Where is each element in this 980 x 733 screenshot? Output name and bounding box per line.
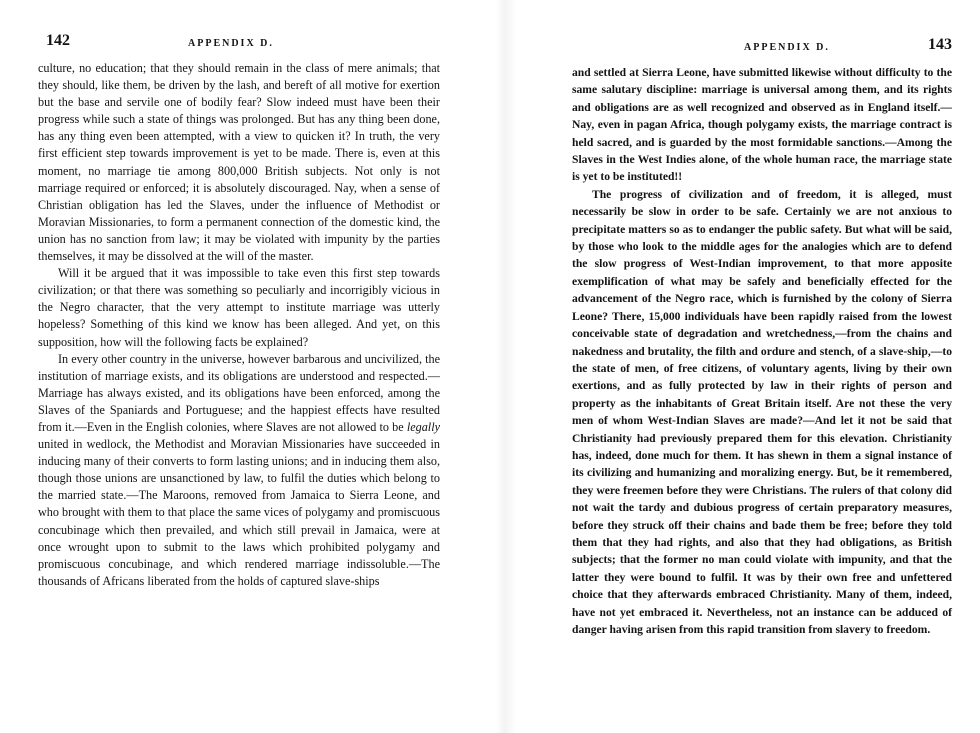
left-paragraph-2: Will it be argued that it was impossible to take even this first step towards civilization; or that there was something so peculiarly and incorrigibly vicious in the Negro character, that the very attempt to institute marriage was utterly hopeless? Something of this kind we know has been alleged. And yet, on this supposition, how will the following facts be explained? <box>38 266 440 349</box>
left-paragraph-3-part-2: united in wedlock, the Methodist and Moravian Missionaries have succeeded in inducing many of their converts to form lasting unions; and in inducing them also, though those unions are unsanctioned by law, to fulfil the duties which belong to the married state.—The Maroons, removed from Jamaica to Sierra Leone, and who brought with them to that place the same vices of polygamy and promiscuous concubinage which then prevailed, and which still prevail in Jamaica, were at once wrought upon to submit to the laws which prohibited polygamy and promiscuous concubinage, and which rendered marriage indissoluble.—The thousands of Africans liberated from the holds of captured slave-ships <box>38 437 440 588</box>
right-page-number: 143 <box>928 36 952 53</box>
left-page-text <box>38 60 440 590</box>
right-page <box>538 0 980 733</box>
left-page-header <box>38 32 440 60</box>
left-paragraph-3 <box>38 351 440 590</box>
right-page-header <box>572 36 952 64</box>
left-page <box>0 0 480 733</box>
left-running-head: APPENDIX D. <box>188 38 274 49</box>
left-page-number: 142 <box>46 32 70 49</box>
right-running-head: APPENDIX D. <box>744 42 830 53</box>
right-page-text <box>572 64 952 638</box>
book-gutter <box>496 0 516 733</box>
right-paragraph-2: The progress of civilization and of freedom, it is alleged, must necessarily be slow in order to be safe. Certainly we are not anxious to precipitate matters so as to endanger the public safety. But what will be said, by those who look to the middle ages for the analogies which are to defend the slow progress of West-Indian improvement, to that more apposite exemplification of what may be safely and beneficially effected for the advancement of the Negro race, which is furnished by the colony of Sierra Leone? There, 15,000 individuals have been rapidly raised from the lowest conceivable state of degradation and wretchedness,—from the chains and nakedness and brutality, the filth and ordure and stench, of a slave-ship,—to the state of men, of free citizens, of voluntary agents, living by their own exertions, and as fully protected by law in their rights of person and property as the inhabitants of Great Britain itself. Are not these the very men of whom West-Indian Slaves are made?—And let it not be said that Christianity had previously prepared them for this elevation. Christianity has, indeed, done much for them. It has shewn in them a signal instance of its civilizing and humanizing and moralizing energy. But, be it remembered, they were freemen before they were Christians. The rulers of that colony did not wait the tardy and dubious progress of certain preparatory measures, before they struck off their chains and bade them be free; before they told them that they had rights, and also that they had obligations, as British subjects; that the former no man could violate with impunity, and that the latter they were bound to fulfil. It was by their own free and unfettered choice that they afterwards embraced Christianity. Many of them, indeed, have not yet embraced it. Nevertheless, not an instance can be adduced of danger having arisen from this rapid transition from slavery to freedom. <box>572 187 952 636</box>
right-paragraph-1: and settled at Sierra Leone, have submitted likewise without difficulty to the same salutary discipline: marriage is universal among them, and its rights and obligations are as well recognized and observed as in England itself.—Nay, even in pagan Africa, though polygamy exists, the marriage contract is held sacred, and is guarded by the most formidable sanctions.—Among the Slaves in the West Indies alone, of the whole human race, the marriage state is yet to be instituted!! <box>572 66 952 184</box>
left-paragraph-1: culture, no education; that they should remain in the class of mere animals; that they should, like them, be driven by the lash, and bereft of all motive for exertion but the base and servile one of bodily fear? Slow indeed must have been their progress while such a state of things was prolonged. But has any thing been done, has any thing even been attempted, with a view to quicken it? In truth, the very first efficient step towards improvement is yet to be made. There is, even at this moment, no marriage tie among 800,000 British subjects. Not only is not marriage required or enforced; it is absolutely discouraged. Nay, when a sense of Christian obligation has led the Slaves, under the influence of Methodist or Moravian Missionaries, to form a permanent connection of the domestic kind, the union has no sanction from law; it may be violated with impunity by the parties themselves, it may be dissolved at the will of the master. <box>38 61 440 264</box>
left-paragraph-3-part-1: In every other country in the universe, however barbarous and uncivilized, the institution of marriage exists, and its obligations are understood and respected.—Marriage has always existed, and its obligations have been enforced, among the Slaves of the Spaniards and Portuguese; and the happiest effects have resulted from it.—Even in the English colonies, where Slaves are not allowed to be <box>38 351 440 434</box>
legally-emphasis: legally <box>406 419 440 434</box>
